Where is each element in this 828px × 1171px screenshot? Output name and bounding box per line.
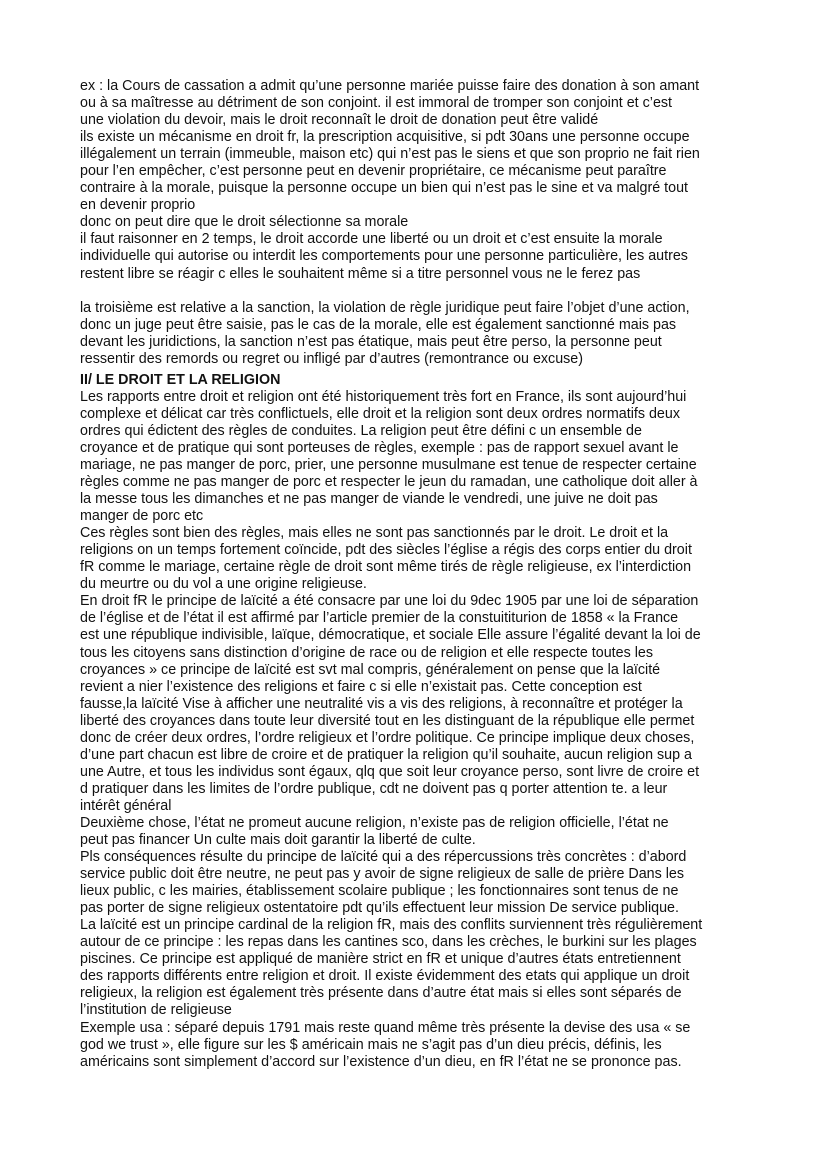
text-line: religieux, la religion est également très présente dans d’autre état mais si elles sont séparés de bbox=[80, 985, 682, 1002]
text-line: La laïcité est un principe cardinal de la religion fR, mais des conflits surviennent très régulièrement bbox=[80, 917, 703, 934]
section-heading bbox=[80, 372, 702, 389]
text-line: lieux public, c les mairies, établissement scolaire publique ; les fonctionnaires sont tenus de ne bbox=[80, 883, 679, 900]
text-line: ex : la Cours de cassation a admit qu’une personne mariée puisse faire des donation à son amant bbox=[80, 78, 700, 94]
text-line: revient a nier l’existence des religions et faire c si elle n’existait pas. Cette conception est bbox=[80, 678, 642, 695]
text-line: tous les citoyens sans distinction d’origine de race ou de religion et elle respecte toutes les bbox=[80, 644, 653, 661]
text-line: intérêt général bbox=[80, 797, 172, 814]
text-line: liberté des croyances dans toute leur diversité tout en les distinguant de la république elle permet bbox=[80, 712, 695, 729]
text-line: croyance et de pratique qui sont porteuses de règles, exemple : pas de rapport sexuel avant le bbox=[80, 439, 679, 456]
text-line: fR comme le mariage, certaine règle de droit sont même tirés de règle religieuse, ex l’interdiction bbox=[80, 559, 692, 576]
text-line: l’institution de religieuse bbox=[80, 1002, 232, 1019]
text-line: individuelle qui autorise ou interdit les comportements pour une personne particulière, les autres bbox=[80, 248, 688, 265]
text-line: est une république indivisible, laïque, démocratique, et sociale Elle assure l’égalité devant la loi de bbox=[80, 627, 701, 644]
text-line: religions on un temps fortement coïncide, pdt des siècles l’église a régis des corps entier du droit bbox=[80, 542, 692, 559]
text-line: illégalement un terrain (immeuble, maison etc) qui n’est pas le siens et que son proprio ne fait rien bbox=[80, 146, 700, 163]
text-line: Les rapports entre droit et religion ont été historiquement très fort en France, ils sont aujourd’hui bbox=[80, 388, 687, 405]
text-line: du meurtre ou du vol a une origine religieuse. bbox=[80, 576, 367, 593]
text-line: une violation du devoir, mais le droit reconnaît le droit de donation peut être validé bbox=[80, 112, 599, 129]
text-line: complexe et délicat car très conflictuels, elle droit et la religion sont deux ordres normatifs deux bbox=[80, 405, 680, 422]
text-line: manger de porc etc bbox=[80, 508, 204, 525]
paragraph bbox=[80, 300, 702, 368]
text-line: américains sont simplement d’accord sur l’existence d’un dieu, en fR l’état ne se prononce pas. bbox=[80, 1053, 682, 1070]
text-line: de l’église et de l’état il est affirmé par l’article premier de la constuititurion de 1858 « la France bbox=[80, 610, 679, 627]
text-line: des rapports différents entre religion et droit. Il existe évidemment des etats qui applique un droit bbox=[80, 968, 690, 985]
text-line: règles comme ne pas manger de porc et respecter le jeun du ramadan, une catholique doit aller à bbox=[80, 474, 698, 491]
text-line: donc un juge peut être saisie, pas le cas de la morale, elle est également sanctionné mais pas bbox=[80, 316, 677, 333]
text-line: II/ LE DROIT ET LA RELIGION bbox=[80, 371, 281, 388]
text-line: une Autre, et tous les individus sont égaux, qlq que soit leur croyance perso, sont livre de croire et bbox=[80, 763, 700, 780]
text-line: en devenir proprio bbox=[80, 197, 196, 214]
text-line: Deuxième chose, l’état ne promeut aucune religion, n’existe pas de religion officielle, l’état ne bbox=[80, 814, 669, 831]
text-line: donc on peut dire que le droit sélectionne sa morale bbox=[80, 214, 409, 231]
text-line: Exemple usa : séparé depuis 1791 mais reste quand même très présente la devise des usa « se bbox=[80, 1019, 691, 1036]
text-line: service public doit être neutre, ne peut pas y avoir de signe religieux de salle de prière Dans les bbox=[80, 866, 684, 883]
text-line: pour l’en empêcher, c’est personne peut en devenir propriétaire, ce mécanisme peut paraître bbox=[80, 163, 667, 180]
paragraph bbox=[80, 78, 702, 283]
text-line: ils existe un mécanisme en droit fr, la prescription acquisitive, si pdt 30ans une personne occupe bbox=[80, 129, 690, 146]
text-line: ou à sa maîtresse au détriment de son conjoint. il est immoral de tromper son conjoint et c’est bbox=[80, 95, 673, 112]
text-line: restent libre se réagir c elles le souhaitent même si a titre personnel vous ne le ferez pas bbox=[80, 265, 641, 282]
text-line: devant les juridictions, la sanction n’est pas étatique, mais peut être perso, la personne peut bbox=[80, 333, 662, 350]
text-line: contraire à la morale, puisque la personne occupe un bien qui n’est pas le sine et va malgré tout bbox=[80, 180, 688, 197]
text-line: peut pas financer Un culte mais doit garantir la liberté de culte. bbox=[80, 832, 476, 849]
text-line: donc de créer deux ordres, l’ordre religieux et l’ordre politique. Ce principe implique deux choses, bbox=[80, 729, 695, 746]
text-line: d pratiquer dans les limites de l’ordre publique, cdt ne doivent pas q porter attention te. a leur bbox=[80, 780, 668, 797]
text-line: god we trust », elle figure sur les $ américain mais ne s’agit pas d’un dieu précis, définis, les bbox=[80, 1036, 662, 1053]
text-line: autour de ce principe : les repas dans les cantines sco, dans les crèches, le burkini sur les plages bbox=[80, 934, 697, 951]
text-line: mariage, ne pas manger de porc, prier, une personne musulmane est tenue de respecter certaine bbox=[80, 456, 697, 473]
text-line: pas porter de signe religieux ostentatoire pdt qu’ils effectuent leur mission De service publique. bbox=[80, 900, 679, 917]
text-line: croyances » ce principe de laïcité est svt mal compris, généralement on pense que la laïcité bbox=[80, 661, 661, 678]
text-line: fausse,la laïcité Vise à afficher une neutralité vis a vis des religions, à reconnaître et protéger la bbox=[80, 695, 683, 712]
blank-line bbox=[80, 283, 702, 300]
text-line: Pls conséquences résulte du principe de laïcité qui a des répercussions très concrètes : d’abord bbox=[80, 849, 687, 866]
text-line: il faut raisonner en 2 temps, le droit accorde une liberté ou un droit et c’est ensuite la morale bbox=[80, 231, 663, 248]
text-line: Ces règles sont bien des règles, mais elles ne sont pas sanctionnés par le droit. Le droit et la bbox=[80, 525, 669, 542]
text-line: En droit fR le principe de laïcité a été consacre par une loi du 9dec 1905 par une loi de séparation bbox=[80, 593, 699, 610]
text-line: ressentir des remords ou regret ou infligé par d’autres (remontrance ou excuse) bbox=[80, 350, 584, 367]
paragraph bbox=[80, 389, 702, 1071]
text-line: ordres qui édictent des règles de conduites. La religion peut être défini c un ensemble de bbox=[80, 422, 642, 439]
text-line: la messe tous les dimanches et ne pas manger de viande le vendredi, une juive ne doit pas bbox=[80, 491, 658, 508]
document-body bbox=[80, 78, 702, 1071]
text-line: d’une part chacun est libre de croire et de pratiquer la religion qu’il souhaite, aucun religion sup a bbox=[80, 746, 692, 763]
text-line: la troisième est relative a la sanction, la violation de règle juridique peut faire l’objet d’une action, bbox=[80, 299, 690, 316]
text-line: piscines. Ce principe est appliqué de manière strict en fR et unique d’autres états entretiennent bbox=[80, 951, 681, 968]
